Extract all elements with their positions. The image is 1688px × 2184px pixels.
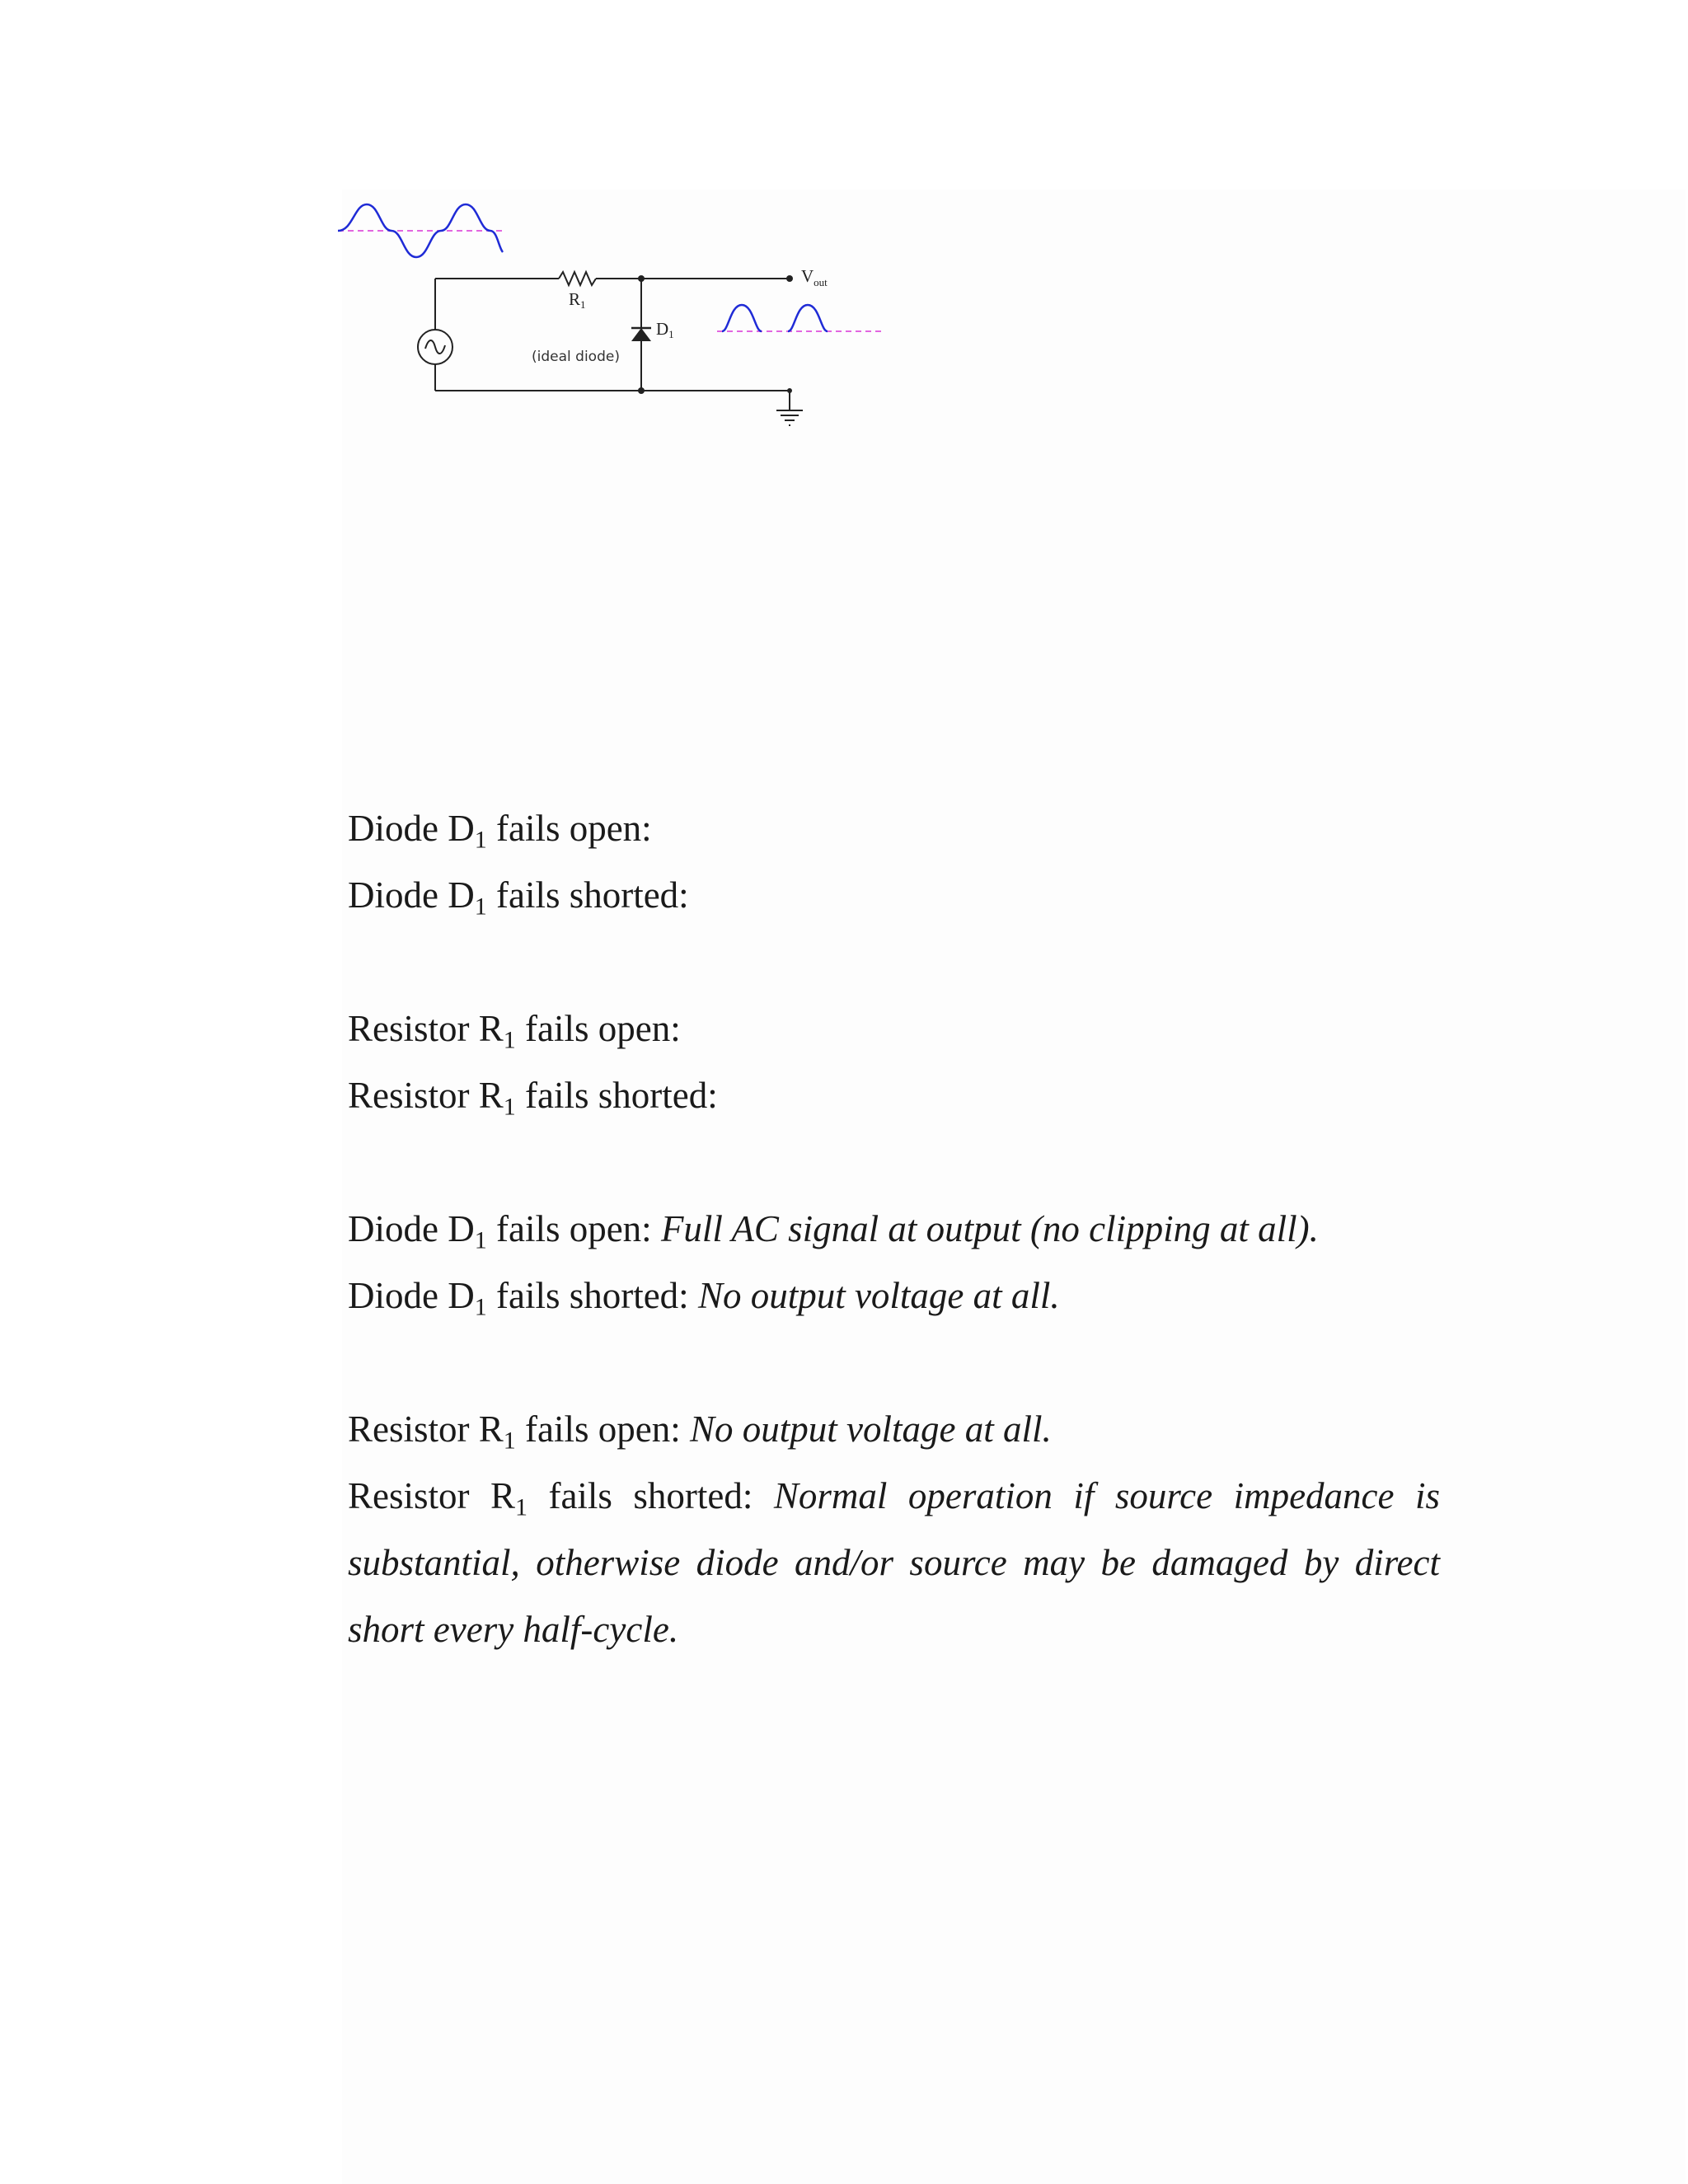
junction-node <box>638 387 645 394</box>
diode-icon <box>631 328 651 341</box>
ac-source-icon <box>418 330 452 364</box>
resistor-icon <box>559 272 596 285</box>
ground-icon <box>776 391 803 425</box>
answer-diode-shorted: Diode $D_1$ fails shorted: No output voltage at all. <box>348 1275 1060 1321</box>
vout-label: $V_{out}$ <box>801 266 828 288</box>
circuit-diagram <box>330 190 907 437</box>
page-background-region <box>342 190 1686 2184</box>
question-diode-shorted: Diode $D_1$ fails shorted: <box>348 874 689 921</box>
answer-resistor-open: Resistor $R_1$ fails open: No output voltage at all. <box>348 1408 1052 1455</box>
half-wave-output-icon <box>722 305 828 331</box>
diode-label: D1 <box>656 319 674 340</box>
clipper-circuit-figure <box>330 190 907 437</box>
answer-resistor-shorted: Resistor $R_1$ fails shorted: Normal operation if source impedance is substantial, otherwise diode and/or source may be damaged by direct short every half-cycle. <box>348 1475 1440 1650</box>
question-diode-open: Diode $D_1$ fails open: <box>348 808 652 854</box>
resistor-label: R1 <box>569 289 586 311</box>
answers-block-diode <box>348 1196 1440 1329</box>
questions-block-resistor <box>348 996 1440 1129</box>
question-resistor-shorted: Resistor $R_1$ fails shorted: <box>348 1075 718 1121</box>
diode-note: (ideal diode) <box>532 349 620 365</box>
questions-block <box>348 795 1440 929</box>
vout-terminal <box>786 275 793 282</box>
question-resistor-open: Resistor $R_1$ fails open: <box>348 1008 681 1054</box>
answer-diode-open: Diode $D_1$ fails open: Full AC signal at output (no clipping at all). <box>348 1208 1319 1254</box>
answers-block-resistor <box>348 1396 1440 1663</box>
